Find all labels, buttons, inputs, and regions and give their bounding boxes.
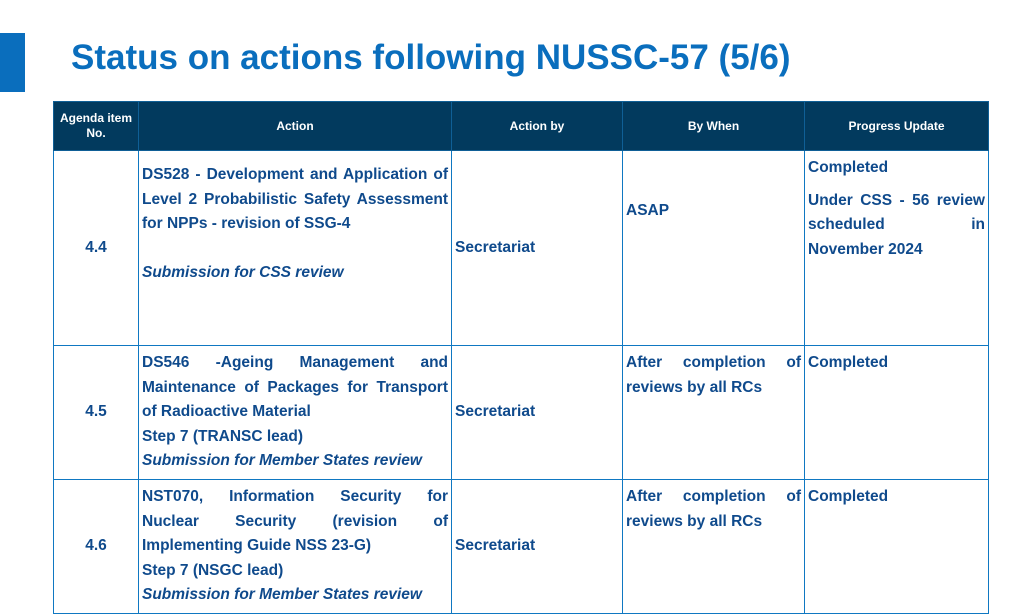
progress-cell: Completed xyxy=(805,346,989,480)
action-line: Implementing Guide NSS 23-G) xyxy=(142,537,372,554)
agenda-item-cell: 4.4 xyxy=(54,151,139,346)
progress-line: Under CSS - 56 review xyxy=(808,191,985,209)
header-action-by: Action by xyxy=(452,102,623,151)
action-line: DS546 -Ageing Management and xyxy=(142,354,448,371)
header-by-when: By When xyxy=(623,102,805,151)
by-when-line: After completion of xyxy=(626,488,801,505)
action-by-cell: Secretariat xyxy=(452,346,623,480)
action-line: NST070, Information Security for xyxy=(142,488,448,505)
progress-status: Completed xyxy=(808,159,889,176)
action-line: for NPPs - revision of SSG-4 xyxy=(142,215,351,232)
by-when-cell xyxy=(623,346,805,480)
table-row xyxy=(54,346,989,480)
action-submission-note: Submission for Member States review xyxy=(142,452,422,469)
action-cell xyxy=(139,151,452,346)
action-line: of Radioactive Material xyxy=(142,403,311,420)
header-agenda-item-line1: Agenda item xyxy=(59,111,132,125)
header-agenda-item-line2: No. xyxy=(86,126,106,140)
action-line: Nuclear Security (revision of xyxy=(142,512,448,530)
action-submission-note: Submission for Member States review xyxy=(142,586,422,603)
action-cell xyxy=(139,480,452,614)
action-line: Step 7 (TRANSC lead) xyxy=(142,427,304,445)
status-table xyxy=(53,101,989,614)
progress-cell xyxy=(805,151,989,346)
progress-cell: Completed xyxy=(805,480,989,614)
table-header-row xyxy=(54,102,989,151)
progress-line: scheduled in xyxy=(808,216,985,233)
action-line: Level 2 Probabilistic Safety Assessment xyxy=(142,190,448,208)
agenda-item-cell: 4.5 xyxy=(54,346,139,480)
page-title: Status on actions following NUSSC-57 (5/6) xyxy=(71,38,791,77)
by-when-cell xyxy=(623,480,805,614)
agenda-item-cell: 4.6 xyxy=(54,480,139,614)
action-by-cell: Secretariat xyxy=(452,480,623,614)
accent-bar xyxy=(0,33,25,92)
action-line: Maintenance of Packages for Transport xyxy=(142,378,448,396)
by-when-line: reviews by all RCs xyxy=(626,512,763,530)
header-action: Action xyxy=(139,102,452,151)
spacer xyxy=(808,181,985,189)
by-when-line: reviews by all RCs xyxy=(626,378,763,396)
progress-line: November 2024 xyxy=(808,240,923,258)
table-row xyxy=(54,480,989,614)
action-by-cell: Secretariat xyxy=(452,151,623,346)
table-row xyxy=(54,151,989,346)
spacer xyxy=(142,237,448,261)
action-submission-note: Submission for CSS review xyxy=(142,263,344,281)
by-when-line: After completion of xyxy=(626,354,801,371)
action-cell xyxy=(139,346,452,480)
action-line: DS528 - Development and Application of xyxy=(142,166,448,183)
header-progress-update: Progress Update xyxy=(805,102,989,151)
header-agenda-item xyxy=(54,102,139,151)
by-when-cell: ASAP xyxy=(623,151,805,346)
action-line: Step 7 (NSGC lead) xyxy=(142,561,284,579)
